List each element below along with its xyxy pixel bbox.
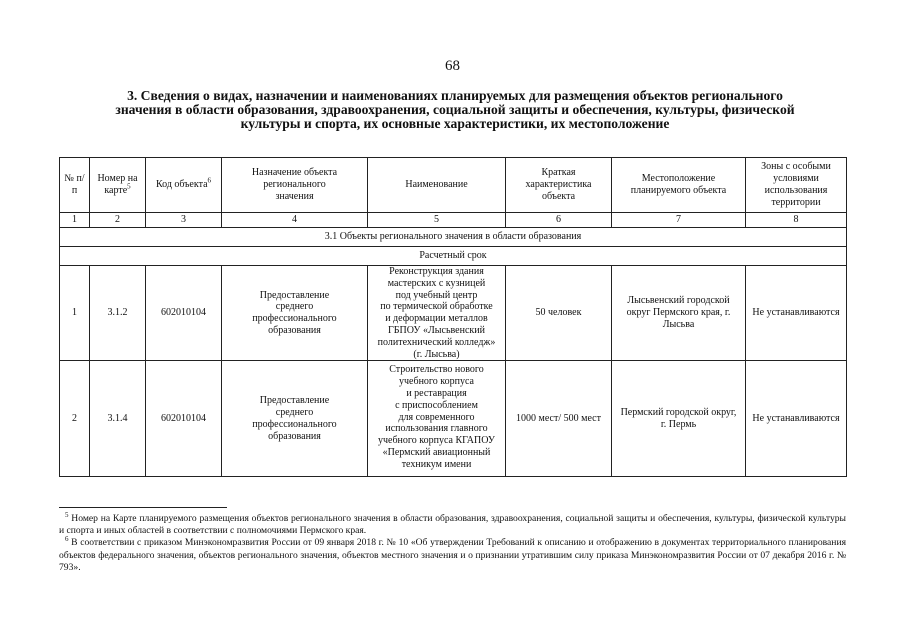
cell-brief: 1000 мест/ 500 мест bbox=[506, 361, 612, 477]
column-number: 5 bbox=[368, 213, 506, 228]
column-number: 6 bbox=[506, 213, 612, 228]
table-header-row bbox=[60, 158, 847, 213]
footnote-ref-5: 5 bbox=[127, 182, 131, 191]
cell-purpose: Предоставление среднего профессионального образования bbox=[222, 361, 368, 477]
name-line: ГБПОУ «Лысьвенский bbox=[388, 324, 485, 336]
name-line: использования главного bbox=[385, 423, 488, 435]
title-line-1: 3. Сведения о видах, назначении и наименованиях планируемых для размещения объектов регионального bbox=[127, 88, 783, 103]
column-number-row bbox=[60, 213, 847, 228]
cell-code: 602010104 bbox=[146, 266, 222, 361]
header-location: Местоположение планируемого объекта bbox=[612, 158, 746, 213]
title-line-2: значения в области образования, здравоохранения, социальной защиты и обеспечения, культуры, физической bbox=[115, 102, 795, 117]
footnote-6-mark: 6 bbox=[65, 535, 69, 544]
footnote-6 bbox=[59, 537, 846, 574]
cell-location: Лысьвенский городской округ Пермского края, г. Лысьва bbox=[612, 266, 746, 361]
cell-zones: Не устанавливаются bbox=[746, 266, 847, 361]
cell-code: 602010104 bbox=[146, 361, 222, 477]
cell-brief: 50 человек bbox=[506, 266, 612, 361]
column-number: 7 bbox=[612, 213, 746, 228]
name-line: техникум имени bbox=[401, 458, 472, 470]
header-purpose: Назначение объекта регионального значения bbox=[222, 158, 368, 213]
column-number: 2 bbox=[90, 213, 146, 228]
column-number: 4 bbox=[222, 213, 368, 228]
table-row bbox=[60, 361, 847, 477]
column-number: 1 bbox=[60, 213, 90, 228]
objects-table bbox=[59, 157, 847, 477]
header-name: Наименование bbox=[368, 158, 506, 213]
document-section-title bbox=[60, 89, 850, 131]
section-row bbox=[60, 228, 847, 247]
header-map-no bbox=[90, 158, 146, 213]
header-zones: Зоны с особыми условиями использования территории bbox=[746, 158, 847, 213]
term-row bbox=[60, 247, 847, 266]
name-line: для современного bbox=[398, 411, 475, 423]
title-line-3: культуры и спорта, их основные характеристики, их местоположение bbox=[240, 116, 670, 131]
name-line: под учебный центр bbox=[395, 289, 478, 301]
cell-no: 2 bbox=[60, 361, 90, 477]
name-line: Реконструкция здания bbox=[389, 266, 484, 277]
name-line: учебного корпуса bbox=[399, 376, 474, 388]
cell-map-no: 3.1.2 bbox=[90, 266, 146, 361]
header-code bbox=[146, 158, 222, 213]
cell-name bbox=[368, 361, 506, 477]
cell-location: Пермский городской округ, г. Пермь bbox=[612, 361, 746, 477]
header-brief: Краткая характеристика объекта bbox=[506, 158, 612, 213]
footnote-5-text: Номер на Карте планируемого размещения объектов регионального значения в области образования, здравоохранения, социальной защиты и обеспечения, культуры, физической культуры и спорта и иных областей в соответствии с полномочиями Пермского края. bbox=[59, 513, 846, 537]
name-line: учебного корпуса КГАПОУ bbox=[377, 435, 495, 447]
name-line: Строительство нового bbox=[389, 364, 484, 376]
section-title: 3.1 Объекты регионального значения в области образования bbox=[60, 228, 847, 247]
name-line: политехнический колледж» bbox=[377, 336, 496, 348]
name-line: с приспособлением bbox=[395, 399, 478, 411]
table-row bbox=[60, 266, 847, 361]
name-line: по термической обработке bbox=[380, 301, 493, 313]
footnote-6-text: В соответствии с приказом Минэкономразвития России от 09 января 2018 г. № 10 «Об утверждении Требований к описанию и отображению в документах территориального планирования объектов федерального значения, объектов регионального значения, объектов местного значения и о признании утратившим силу приказа Минэкономразвития России от 07 декабря 2016 г. № 793». bbox=[59, 537, 846, 573]
header-no: № п/п bbox=[60, 158, 90, 213]
name-line: мастерских с кузницей bbox=[387, 277, 486, 289]
cell-purpose: Предоставление среднего профессионального образования bbox=[222, 266, 368, 361]
cell-name bbox=[368, 266, 506, 361]
footnote-5-mark: 5 bbox=[65, 510, 69, 519]
name-line: (г. Лысьва) bbox=[413, 348, 460, 360]
header-code-label: Код объекта bbox=[155, 179, 208, 191]
column-number: 8 bbox=[746, 213, 847, 228]
name-line: «Пермский авиационный bbox=[382, 446, 491, 458]
cell-zones: Не устанавливаются bbox=[746, 361, 847, 477]
column-number: 3 bbox=[146, 213, 222, 228]
header-map-no-label: Номер на карте bbox=[97, 173, 138, 196]
term-label: Расчетный срок bbox=[60, 247, 847, 266]
cell-map-no: 3.1.4 bbox=[90, 361, 146, 477]
page-number: 68 bbox=[445, 58, 460, 74]
name-line: и деформации металлов bbox=[385, 313, 488, 325]
footnote-divider bbox=[59, 507, 227, 508]
name-line: и реставрация bbox=[406, 387, 467, 399]
cell-no: 1 bbox=[60, 266, 90, 361]
footnote-ref-6: 6 bbox=[207, 176, 212, 185]
footnote-5 bbox=[59, 510, 846, 537]
footnotes bbox=[59, 510, 846, 574]
